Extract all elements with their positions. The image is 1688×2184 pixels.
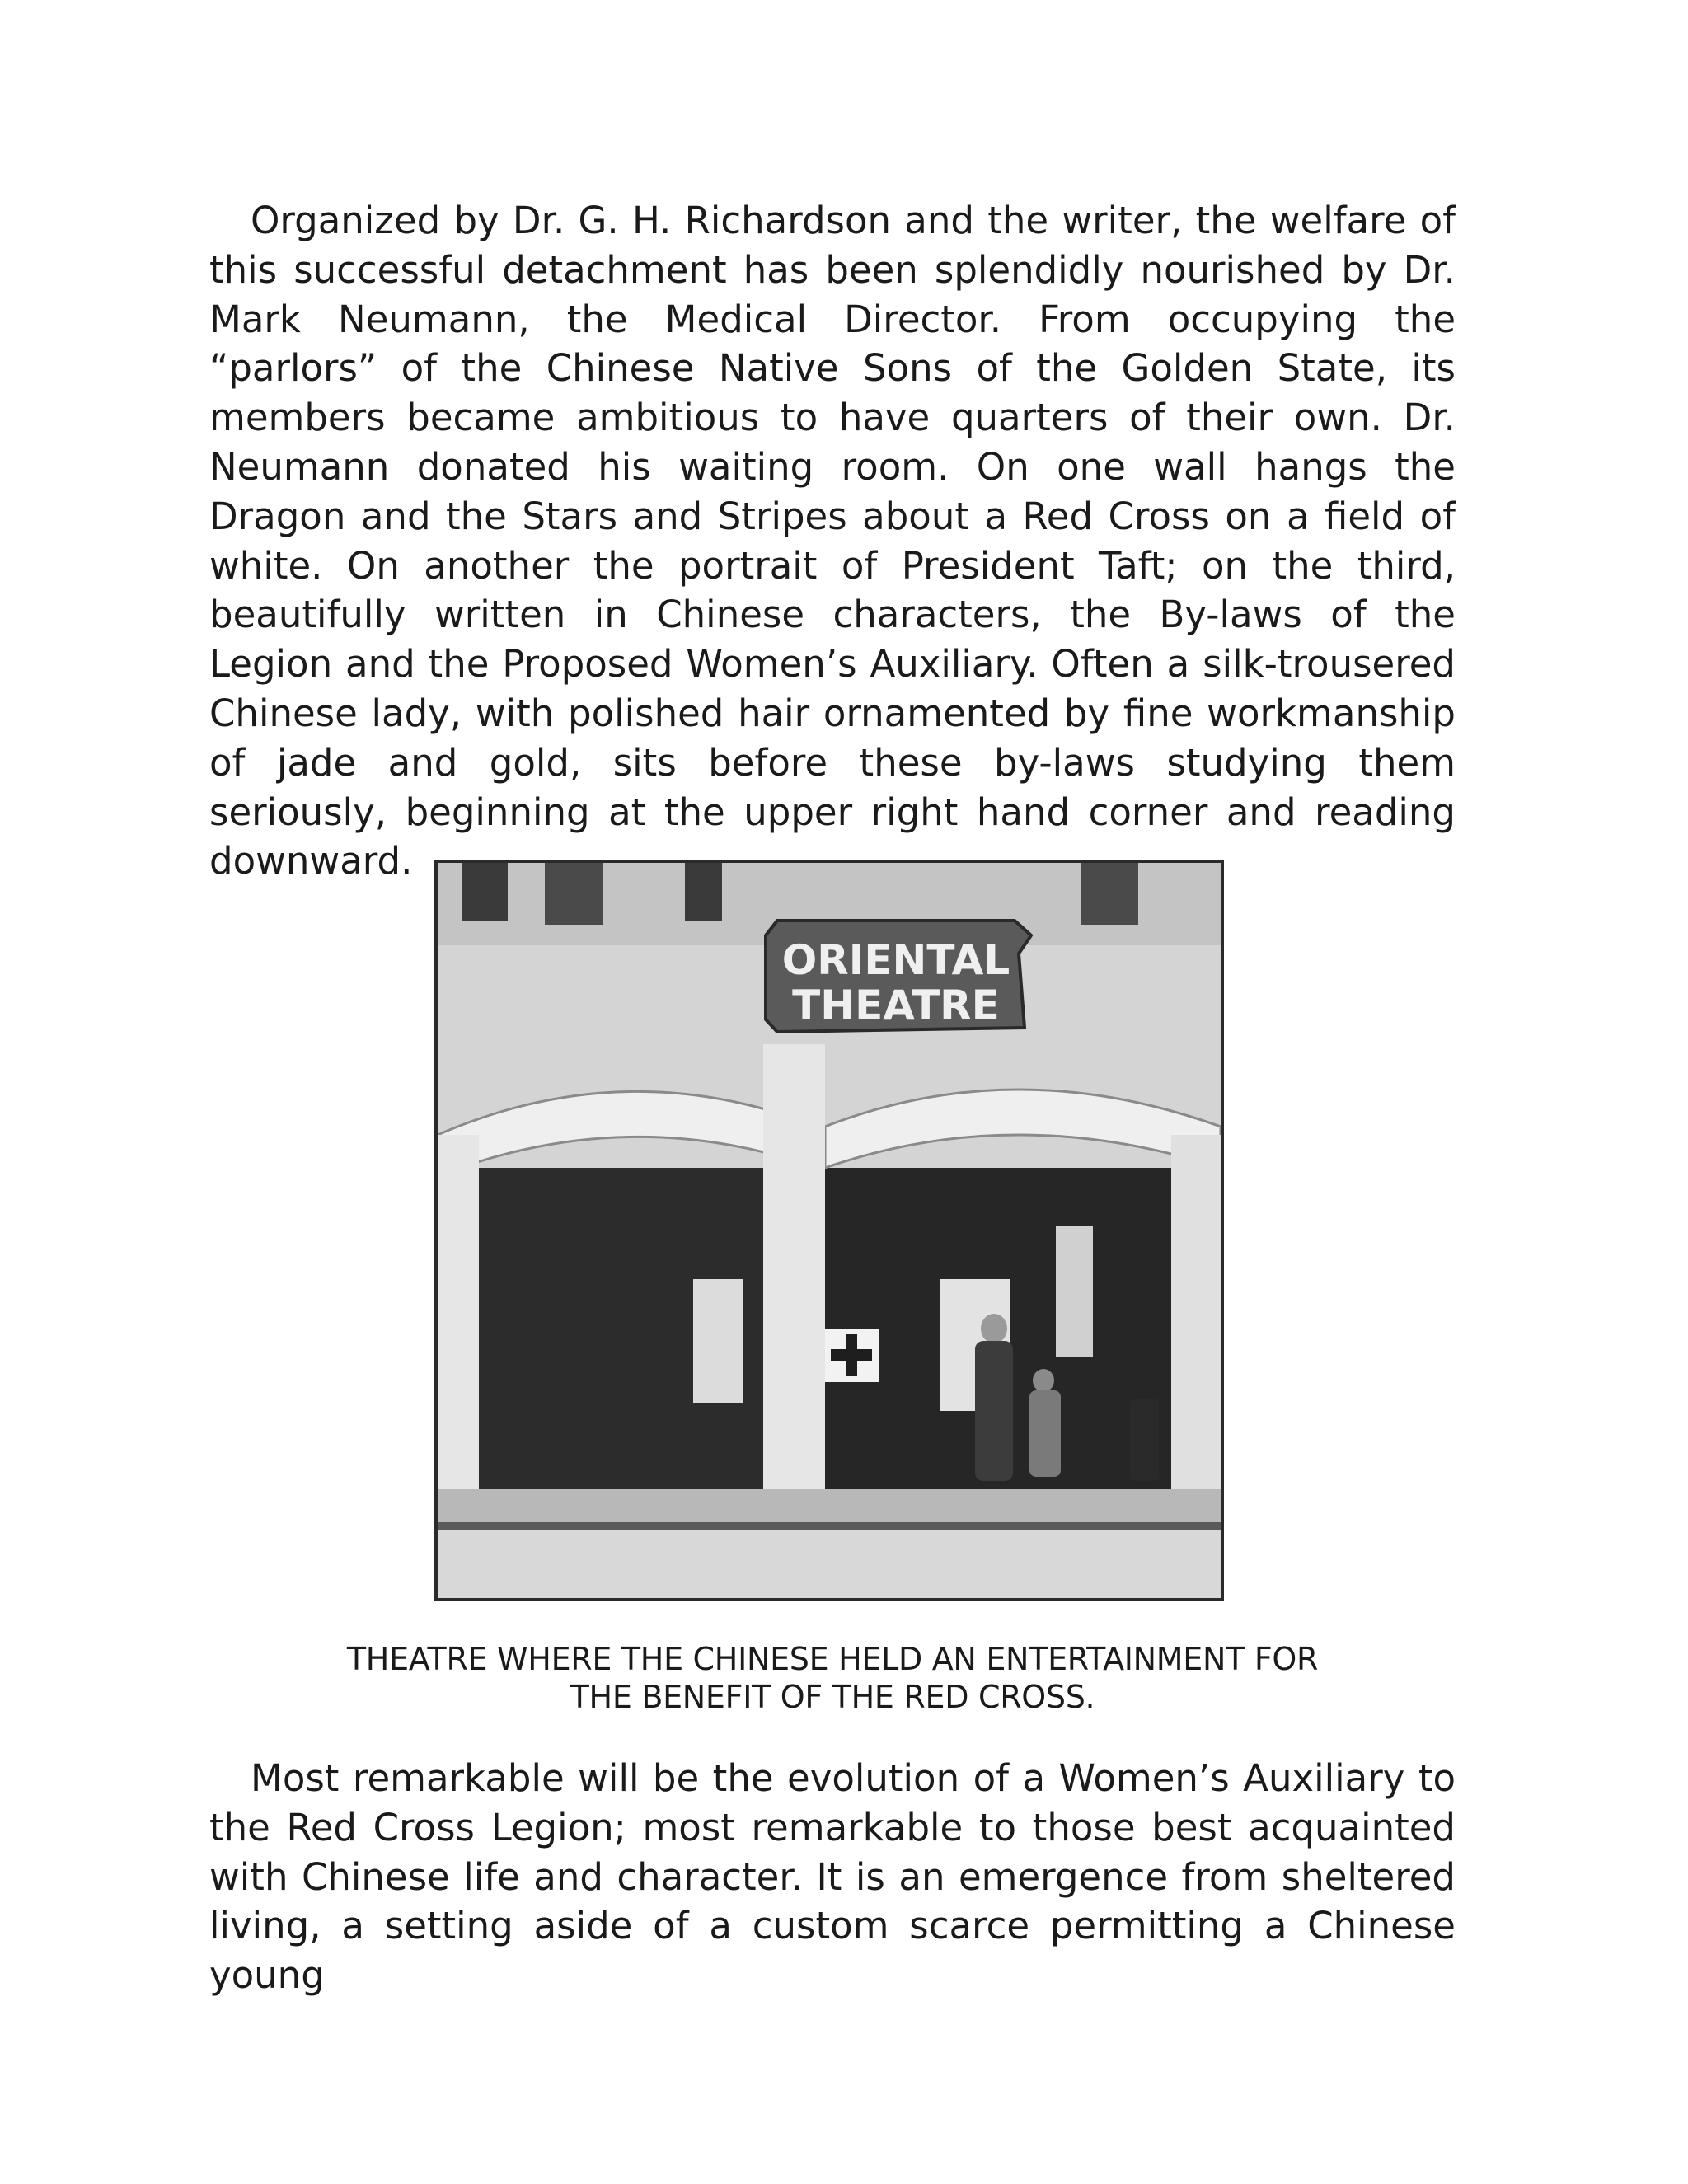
body-paragraph-1: Organized by Dr. G. H. Richardson and the writer, the welfare of this successful detachment has been splendidly nourished by Dr. Mark Neumann, the Medical Director. From occupying the “parlors” of the Chinese Native Sons of the Golden State, its members became ambitious to have quarters of their own. Dr. Neumann donated his waiting room. On one wall hangs the Dragon and the Stars and Stripes about a Red Cross on a field of white. On another the portrait of President Taft; on the third, beautifully written in Chinese characters, the By-laws of the Legion and the Proposed Women’s Auxiliary. Often a silk-trousered Chinese lady, with polished hair ornamented by fine workmanship of jade and gold, sits before these by-laws studying them seriously, beginning at the upper right hand corner and reading downward. — [209, 199, 1456, 883]
figure-caption — [209, 1640, 1456, 1716]
theatre-photo-illustration — [438, 863, 1221, 1598]
sign-line-1: ORIENTAL — [781, 936, 1010, 984]
sign-line-2: THEATRE — [792, 982, 1000, 1029]
theatre-photograph — [434, 860, 1224, 1601]
caption-line-1: THEATRE WHERE THE CHINESE HELD AN ENTERTAINMENT FOR — [346, 1641, 1319, 1677]
body-paragraph-2: Most remarkable will be the evolution of a Women’s Auxiliary to the Red Cross Legion; most remarkable to those best acquainted with Chinese life and character. It is an emergence from sheltered living, a setting aside of a custom scarce permitting a Chinese young — [209, 1756, 1456, 1998]
caption-line-2: THE BENEFIT OF THE RED CROSS. — [570, 1679, 1095, 1715]
